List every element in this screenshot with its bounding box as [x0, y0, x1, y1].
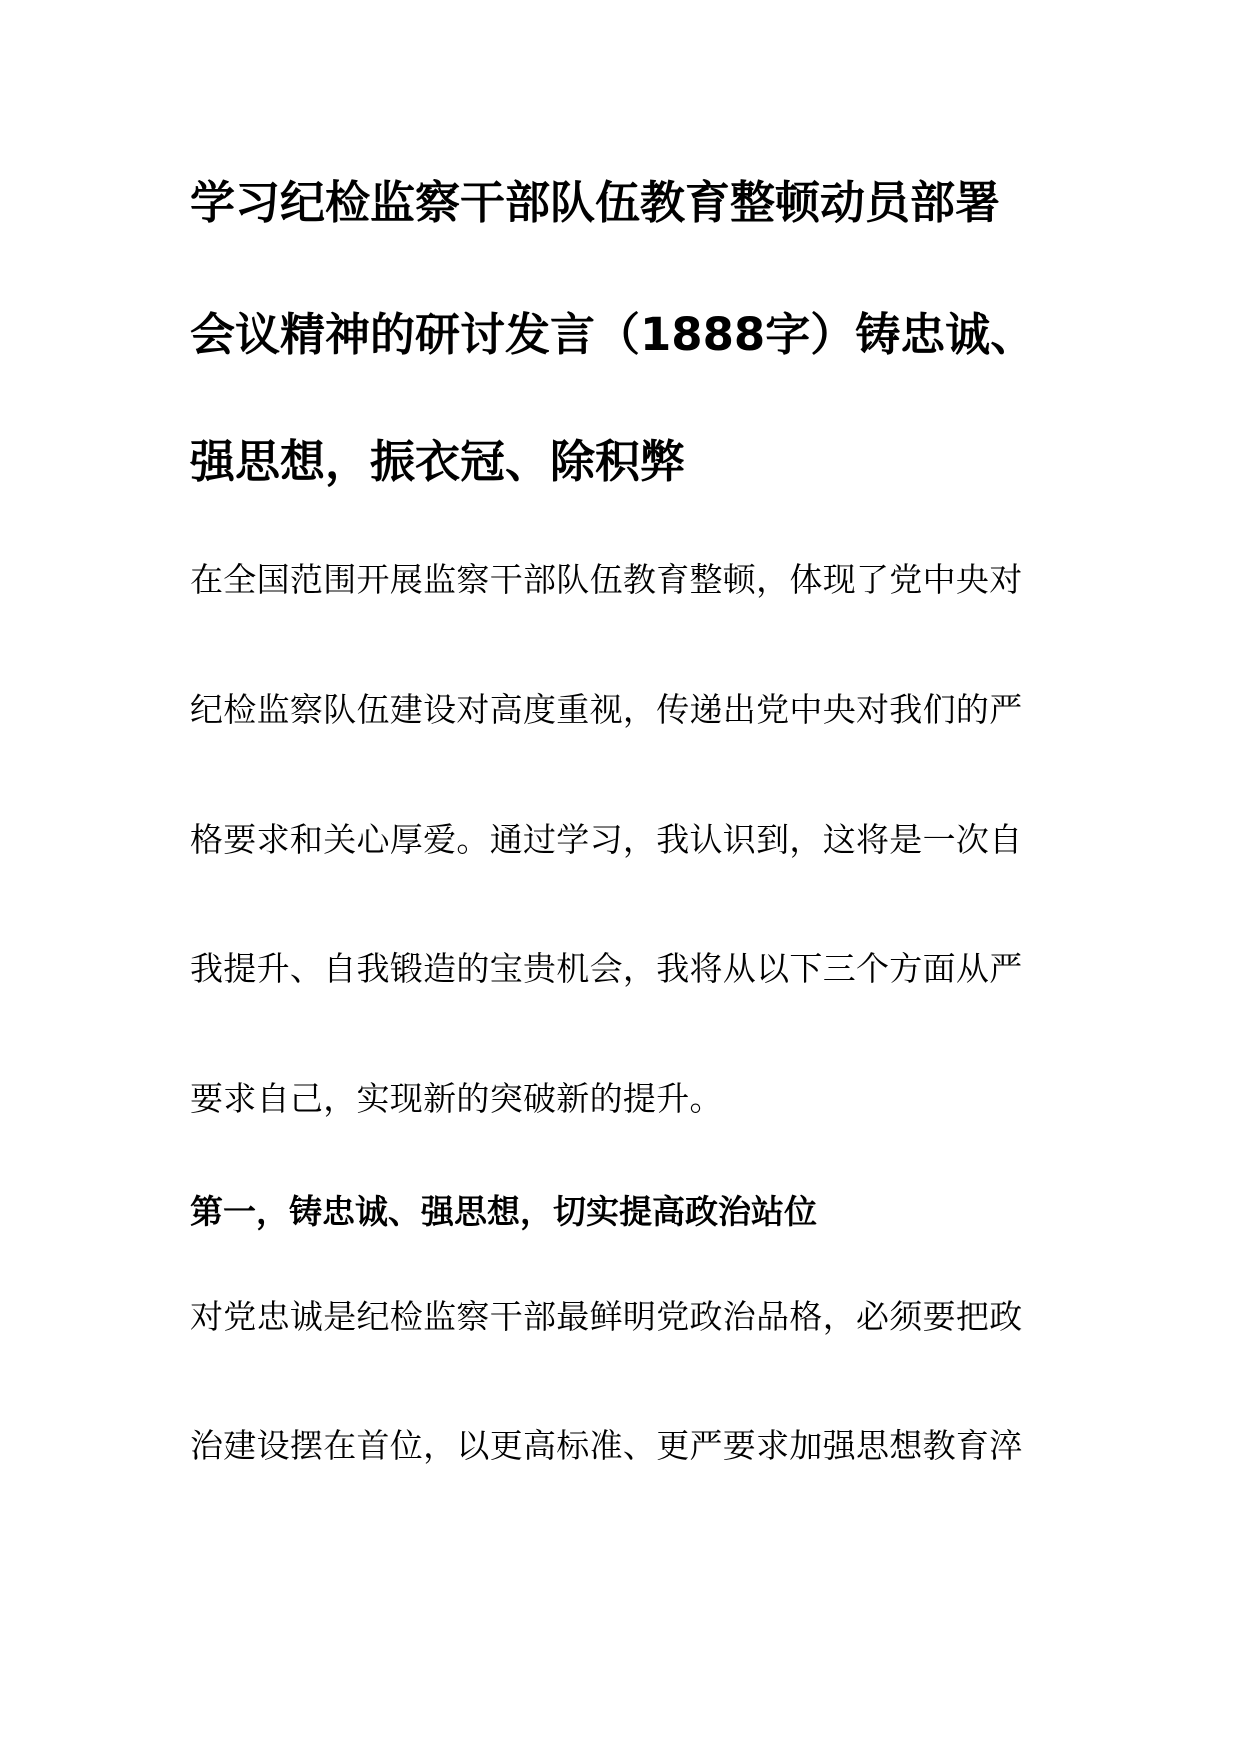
paragraph-line: 在全国范围开展监察干部队伍教育整顿，体现了党中央对 [190, 560, 1023, 599]
paragraph-line: 我提升、自我锻造的宝贵机会，我将从以下三个方面从严 [190, 949, 1023, 988]
paragraph-line: 要求自己，实现新的突破新的提升。 [190, 1079, 723, 1118]
paragraph-line: 治建设摆在首位，以更高标准、更严要求加强思想教育淬 [190, 1426, 1023, 1465]
document-title-line: 强思想，振衣冠、除积弊 [190, 435, 686, 488]
document-title-line: 学习纪检监察干部队伍教育整顿动员部署 [190, 176, 1001, 229]
paragraph-line: 格要求和关心厚爱。通过学习，我认识到，这将是一次自 [190, 820, 1023, 859]
paragraph-line: 纪检监察队伍建设对高度重视，传递出党中央对我们的严 [190, 690, 1023, 729]
paragraph-line: 对党忠诚是纪检监察干部最鲜明党政治品格，必须要把政 [190, 1297, 1023, 1336]
document-title-line: 会议精神的研讨发言（1888字）铸忠诚、 [190, 308, 1036, 361]
section-heading: 第一，铸忠诚、强思想，切实提高政治站位 [190, 1192, 817, 1231]
